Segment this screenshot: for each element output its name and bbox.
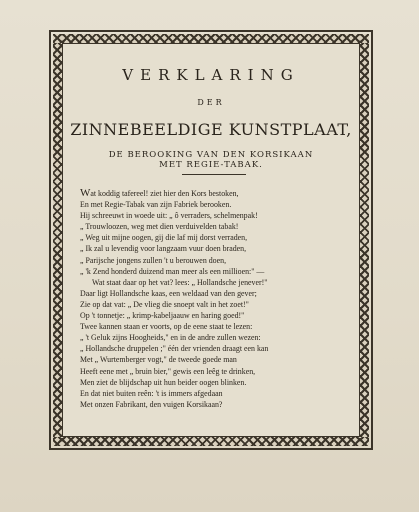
- poem-line: „ Parijsche jongens zullen 't u berouwen doen,: [80, 255, 227, 265]
- poem-line: „ Hollandsche druppelen ;" één der vrienden draagt een kan: [80, 344, 269, 354]
- poem-line: „ 't Geluk zijns Hoogheids," en in de andre zullen wezen:: [80, 333, 261, 343]
- border-pattern: [53, 34, 369, 446]
- poem-line: Op 't tonnetje: „ krimp-kabeljaauw en haring goed!": [80, 311, 245, 321]
- poem-line: „ Weg uit mijne oogen, gij die laf mij dorst verraden,: [80, 233, 248, 243]
- document-title: VERKLARING: [122, 66, 300, 84]
- document-der: DER: [197, 98, 225, 107]
- poem-line: Men ziet de blijdschap uit hun beider oogen blinken.: [80, 377, 247, 387]
- poem-line: En met Regie-Tabak van zijn Fabriek berooken.: [80, 200, 232, 210]
- poem-line: Heeft eene met „ bruin bier," gewis een leêg te drinken,: [80, 366, 256, 376]
- description-line-2: MET REGIE-TABAK.: [159, 160, 263, 170]
- text-panel: [62, 43, 360, 437]
- decorative-border: [49, 30, 373, 450]
- poem-line: „ Ik zal u levendig voor langzaam vuur doen braden,: [80, 244, 247, 254]
- poem-line: Wat staat daar op het vat? lees: „ Hollandsche jenever!": [92, 277, 268, 287]
- poem-line: En dat niet buiten reên: 't is immers afgedaan: [80, 388, 223, 398]
- poem-body: [80, 188, 360, 410]
- document-subtitle: ZINNEBEELDIGE KUNSTPLAAT,: [70, 120, 352, 139]
- poem-line: Met „ Wurtemberger vogt," de tweede goede man: [80, 355, 237, 365]
- poem-line: Daar ligt Hollandsche kaas, een weldaad van den gever;: [80, 288, 257, 298]
- poem-line: „ Trouwloozen, weg met dien verduivelden tabak!: [80, 222, 239, 232]
- poem-line: Met onzen Fabrikant, den vuigen Korsikaan?: [80, 399, 223, 409]
- poem-line: Twee kannen staan er voorts, op de eene staat te lezen:: [80, 322, 253, 332]
- poem-line: Hij schreeuwt in woede uit: „ ô verraders, schelmenpak!: [80, 211, 258, 221]
- description-line-1: DE BEROOKING VAN DEN KORSIKAAN: [108, 150, 314, 160]
- poem-line: Zie op dat vat: „ De vlieg die snoept valt in het zoet!": [80, 299, 249, 309]
- divider-rule: [182, 174, 246, 175]
- poem-line: Wat koddig tafereel! ziet hier den Kors bestoken,: [80, 187, 239, 199]
- poem-line: „ 'k Zend honderd duizend man meer als een millioen:" —: [80, 266, 265, 276]
- document-description: [63, 150, 359, 170]
